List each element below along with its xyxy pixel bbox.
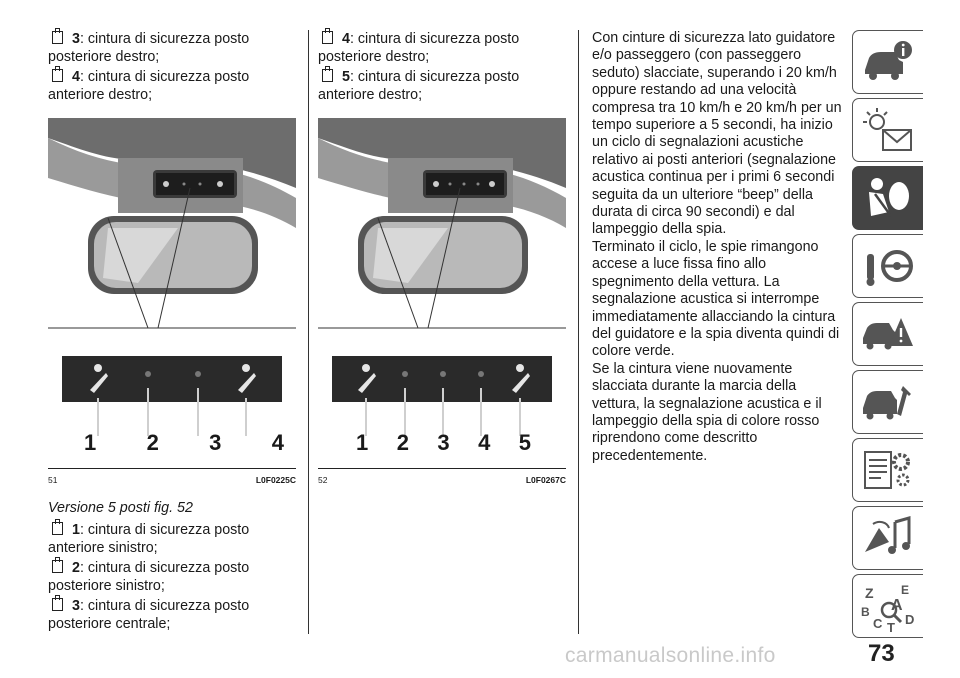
figure-caption	[48, 468, 296, 489]
body-paragraph: Terminato il ciclo, le spie rimangono accese a luce fissa fino allo spegnimento della vettura. La segnalazione acustica si interrompe immediatamente allacciando la cintura del guidatore e la spia diventa quindi di colore verde.	[592, 238, 840, 360]
watermark: carmanualsonline.info	[565, 644, 776, 667]
figure-label: 1	[356, 430, 369, 455]
figure-label: 3	[437, 430, 450, 455]
figure-number: 51	[48, 475, 58, 485]
tab-emergency[interactable]	[852, 302, 923, 366]
checkbox-bullet-icon	[52, 522, 63, 535]
key-steering-icon	[859, 240, 917, 292]
figure-label: 3	[209, 430, 222, 455]
index-letter: B	[861, 605, 870, 619]
list-item: 3: cintura di sicurezza posto posteriore destro;	[48, 31, 250, 65]
index-letter: C	[873, 616, 883, 631]
figure-label: 4	[478, 430, 491, 455]
tab-starting-driving[interactable]	[852, 234, 923, 298]
index-letter: D	[905, 612, 915, 627]
figure-52	[318, 118, 566, 489]
figure-51	[48, 118, 296, 489]
checkbox-bullet-icon	[322, 69, 333, 82]
checkbox-bullet-icon	[52, 31, 63, 44]
list-item: 1: cintura di sicurezza posto anteriore sinistro;	[48, 522, 250, 556]
page-number: 73	[868, 640, 895, 667]
index-letter: Z	[865, 585, 874, 601]
specs-gear-icon	[859, 444, 917, 496]
column-3	[592, 30, 842, 465]
checkbox-bullet-icon	[322, 31, 333, 44]
figure-ref: L0F0225C	[255, 475, 296, 485]
figure-caption	[318, 468, 566, 489]
tab-warning-lights[interactable]	[852, 98, 923, 162]
car-maintenance-icon	[859, 376, 917, 428]
figure-labels	[84, 430, 284, 460]
figure-label: 1	[84, 430, 97, 455]
body-paragraph: Con cinture di sicurezza lato guidatore e/o passeggero (con passeggero seduto) slacciate, superando i 20 km/h oppure restando ad una velocità compresa tra 10 km/h e 20 km/h per un tempo superiore a 5 secondi, ha inizio un ciclo di segnalazioni acustiche relativo ai posti anteriori (segnalazione acustica continua per i primi 6 secondi seguita da un ulteriore “beep” della durata di circa 90 secondi) e dal lampeggio della spia.	[592, 30, 842, 238]
multimedia-icon	[859, 512, 917, 564]
warning-lights-icon	[859, 104, 917, 156]
version-heading: Versione 5 posti fig. 52	[48, 500, 193, 516]
list-item: 4: cintura di sicurezza posto anteriore destro;	[48, 69, 250, 103]
tab-safety[interactable]	[852, 166, 923, 230]
seatbelt-indicator-illustration	[318, 118, 566, 468]
tab-maintenance[interactable]	[852, 370, 923, 434]
checkbox-bullet-icon	[52, 69, 63, 82]
list-item: 4: cintura di sicurezza posto posteriore destro;	[318, 31, 520, 65]
index-letter: T	[887, 620, 895, 632]
tab-multimedia[interactable]	[852, 506, 923, 570]
body-paragraph: Se la cintura viene nuovamente slacciata durante la marcia della vettura, la segnalazione acustica e il lampeggio della spia di colore rosso riprendono come descritto precedentemente.	[592, 360, 822, 464]
column-1	[48, 30, 296, 635]
list-item: 3: cintura di sicurezza posto posteriore centrale;	[48, 598, 250, 632]
checkbox-bullet-icon	[52, 598, 63, 611]
car-accident-icon	[859, 308, 917, 360]
list-item: 5: cintura di sicurezza posto anteriore destro;	[318, 69, 520, 103]
figure-ref: L0F0267C	[525, 475, 566, 485]
index-az-icon	[859, 580, 917, 632]
chapter-tabs	[852, 30, 924, 642]
column-divider	[578, 30, 579, 634]
column-divider	[308, 30, 309, 634]
figure-label: 5	[518, 430, 531, 455]
figure-labels	[356, 430, 531, 460]
figure-label: 4	[271, 430, 284, 455]
figure-label: 2	[396, 430, 409, 455]
seatbelt-indicator-illustration	[48, 118, 296, 468]
car-info-icon	[859, 36, 917, 88]
figure-number: 52	[318, 475, 328, 485]
list-item: 2: cintura di sicurezza posto posteriore sinistro;	[48, 560, 250, 594]
tab-index[interactable]	[852, 574, 923, 638]
tab-technical-data[interactable]	[852, 438, 923, 502]
airbag-seat-icon	[859, 172, 917, 224]
column-2	[318, 30, 568, 489]
index-letter: A	[891, 597, 903, 614]
tab-car-info[interactable]	[852, 30, 923, 94]
checkbox-bullet-icon	[52, 560, 63, 573]
figure-label: 2	[146, 430, 159, 455]
index-letter: E	[901, 583, 910, 597]
